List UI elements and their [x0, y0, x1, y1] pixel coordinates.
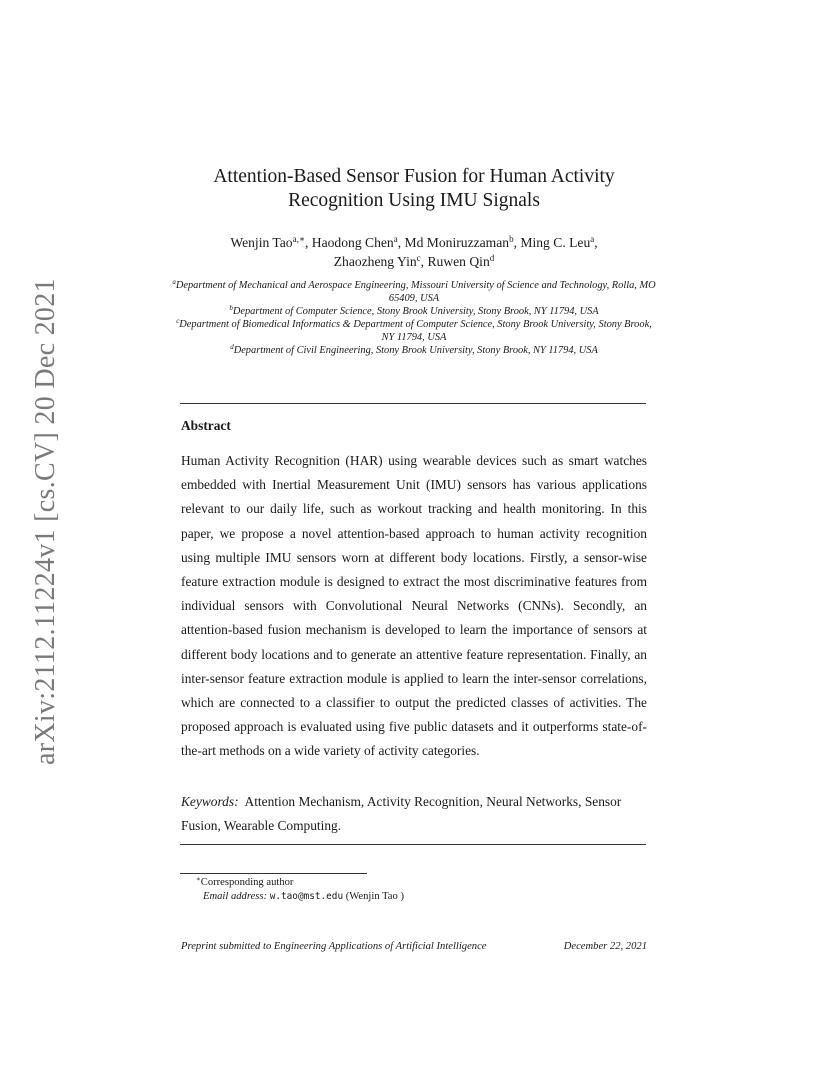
- corresponding-author-mark: ∗: [196, 875, 201, 883]
- author-separator: ,: [594, 235, 598, 250]
- paper-title-line-2: Recognition Using IMU Signals: [288, 190, 540, 211]
- keywords-text: Attention Mechanism, Activity Recognition, Neural Networks, Sensor Fusion, Wearable Computing.: [181, 794, 622, 834]
- affiliation-text: Department of Mechanical and Aerospace Engineering, Missouri University of Science and Technology, Rolla, MO 65409, USA: [175, 280, 656, 304]
- author-affiliation-mark: a,∗: [292, 234, 305, 244]
- author-name: Zhaozheng Yin: [333, 254, 417, 269]
- email-note: [196, 890, 404, 904]
- email-label: Email address:: [203, 891, 268, 902]
- affiliation-mark: b: [229, 304, 233, 312]
- author-name: Wenjin Tao: [230, 235, 293, 250]
- email-owner: (Wenjin Tao ): [345, 891, 404, 902]
- author-name: Haodong Chen: [311, 235, 394, 250]
- affiliation-item: [170, 279, 658, 305]
- author-separator: ,: [513, 235, 521, 250]
- author-separator: ,: [304, 235, 312, 250]
- abstract-bottom-rule: [180, 844, 646, 845]
- affiliation-text: Department of Biomedical Informatics & Department of Computer Science, Stony Brook University, Stony Brook, NY 11794, USA: [179, 319, 652, 343]
- author-separator: ,: [397, 235, 405, 250]
- author-line-2: [160, 252, 668, 271]
- abstract-heading: Abstract: [181, 418, 231, 433]
- author-affiliation-mark: a: [590, 234, 595, 244]
- keywords-label: Keywords:: [181, 794, 239, 809]
- preprint-date: December 22, 2021: [563, 941, 647, 952]
- preprint-venue: Preprint submitted to Engineering Applications of Artificial Intelligence: [181, 941, 487, 952]
- keywords: [181, 790, 647, 838]
- paper-title-line-1: Attention-Based Sensor Fusion for Human Activity: [213, 166, 615, 187]
- author-affiliation-mark: b: [509, 234, 514, 244]
- email-address-link[interactable]: w.tao@mst.edu: [269, 891, 344, 902]
- preprint-footer: [181, 941, 647, 952]
- footnotes: [196, 876, 404, 904]
- paper-title: [160, 165, 668, 213]
- author-line-1: [160, 233, 668, 252]
- affiliation-list: [170, 279, 658, 357]
- author-affiliation-mark: a: [393, 234, 398, 244]
- abstract-body: Human Activity Recognition (HAR) using wearable devices such as smart watches embedded with Inertial Measurement Unit (IMU) sensors has various applications relevant to our daily life, such as workout tracking and health monitoring. In this paper, we propose a novel attention-based approach to human activity recognition using multiple IMU sensors worn at different body locations. Firstly, a sensor-wise feature extraction module is designed to extract the most discriminative features from individual sensors with Convolutional Neural Networks (CNNs). Secondly, an attention-based fusion mechanism is developed to learn the importance of sensors at different body locations and to generate an attentive feature representation. Finally, an inter-sensor feature extraction module is applied to learn the inter-sensor correlations, which are connected to a classifier to output the predicted classes of activities. The proposed approach is evaluated using five public datasets and it outperforms state-of-the-art methods on a wide variety of activity categories.: [181, 453, 647, 759]
- affiliation-item: [170, 305, 658, 318]
- abstract-top-rule: [180, 403, 646, 404]
- affiliation-mark: a: [172, 278, 176, 286]
- affiliation-item: [170, 318, 658, 344]
- author-affiliation-mark: d: [489, 253, 495, 263]
- arxiv-identifier-stamp: arXiv:2112.11224v1 [cs.CV] 20 Dec 2021: [30, 278, 61, 765]
- author-list: [160, 233, 668, 271]
- affiliation-text: Department of Computer Science, Stony Brook University, Stony Brook, NY 11794, USA: [232, 306, 599, 317]
- affiliation-item: [170, 344, 658, 357]
- affiliation-mark: c: [176, 317, 180, 325]
- corresponding-author-text: Corresponding author: [200, 877, 294, 888]
- author-name: Md Moniruzzaman: [404, 235, 510, 250]
- footnote-rule: [180, 873, 367, 874]
- corresponding-author-note: [196, 876, 404, 890]
- author-name: Ming C. Leu: [520, 235, 591, 250]
- affiliation-mark: d: [230, 343, 234, 351]
- affiliation-text: Department of Civil Engineering, Stony Brook University, Stony Brook, NY 11794, USA: [233, 345, 598, 356]
- author-affiliation-mark: c: [416, 253, 421, 263]
- author-separator: ,: [420, 254, 428, 269]
- author-name: Ruwen Qin: [427, 254, 490, 269]
